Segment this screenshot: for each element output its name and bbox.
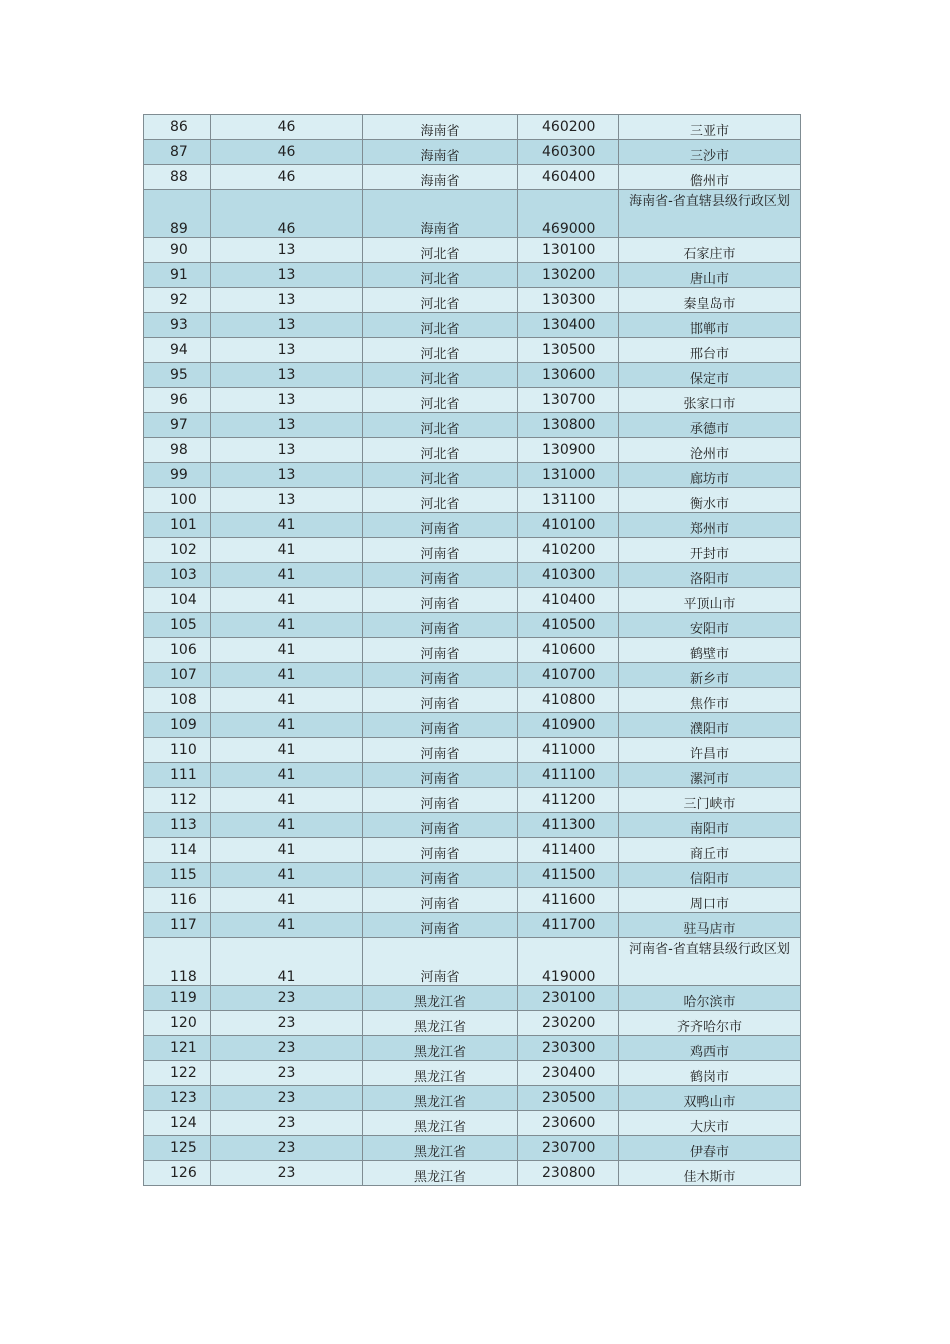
row-index-cell: 95 [144,363,211,388]
row-index-cell: 93 [144,313,211,338]
province-name-cell: 河南省 [363,563,518,588]
province-name-cell: 海南省 [363,140,518,165]
province-name-cell: 河北省 [363,238,518,263]
table-row [144,363,801,388]
province-name-cell: 河北省 [363,363,518,388]
city-name-cell: 佳木斯市 [619,1161,801,1186]
province-name-cell: 河北省 [363,388,518,413]
row-index-cell: 111 [144,763,211,788]
province-code-cell: 41 [211,663,363,688]
province-code-cell: 13 [211,438,363,463]
city-name-cell: 开封市 [619,538,801,563]
row-index-cell: 88 [144,165,211,190]
row-index-cell: 102 [144,538,211,563]
city-name-cell: 鸡西市 [619,1036,801,1061]
city-code-cell: 460300 [518,140,619,165]
province-code-cell: 41 [211,863,363,888]
province-code-cell: 13 [211,413,363,438]
province-name-cell: 黑龙江省 [363,1036,518,1061]
city-name-cell: 石家庄市 [619,238,801,263]
province-name-cell: 海南省 [363,115,518,140]
row-index-cell: 117 [144,913,211,938]
table-row [144,438,801,463]
province-code-cell: 41 [211,813,363,838]
province-code-cell: 23 [211,1161,363,1186]
row-index-cell: 120 [144,1011,211,1036]
table-row [144,338,801,363]
city-code-cell: 130100 [518,238,619,263]
city-name-cell: 承德市 [619,413,801,438]
province-name-cell: 河南省 [363,838,518,863]
province-name-cell: 河南省 [363,638,518,663]
city-name-cell: 三沙市 [619,140,801,165]
city-code-cell: 411200 [518,788,619,813]
row-index-cell: 99 [144,463,211,488]
city-code-cell: 230600 [518,1111,619,1136]
table-row [144,288,801,313]
region-code-table [143,114,801,1186]
province-name-cell: 海南省 [363,190,518,238]
city-name-cell: 邯郸市 [619,313,801,338]
city-name-cell: 郑州市 [619,513,801,538]
city-name-cell: 伊春市 [619,1136,801,1161]
table-row [144,638,801,663]
table-row [144,538,801,563]
province-code-cell: 13 [211,288,363,313]
city-name-cell: 驻马店市 [619,913,801,938]
province-name-cell: 河南省 [363,888,518,913]
table-row [144,588,801,613]
province-code-cell: 46 [211,190,363,238]
city-code-cell: 230200 [518,1011,619,1036]
city-name-cell: 廊坊市 [619,463,801,488]
row-index-cell: 122 [144,1061,211,1086]
province-code-cell: 41 [211,513,363,538]
table-row [144,986,801,1011]
city-code-cell: 130800 [518,413,619,438]
province-name-cell: 黑龙江省 [363,1136,518,1161]
city-name-cell: 衡水市 [619,488,801,513]
city-code-cell: 130500 [518,338,619,363]
city-code-cell: 230700 [518,1136,619,1161]
province-name-cell: 河南省 [363,938,518,986]
province-name-cell: 河南省 [363,813,518,838]
province-name-cell: 河南省 [363,738,518,763]
table-row [144,413,801,438]
row-index-cell: 97 [144,413,211,438]
city-name-cell: 张家口市 [619,388,801,413]
city-code-cell: 411100 [518,763,619,788]
province-code-cell: 13 [211,463,363,488]
table-row [144,1136,801,1161]
city-name-cell: 鹤岗市 [619,1061,801,1086]
row-index-cell: 116 [144,888,211,913]
city-code-cell: 230500 [518,1086,619,1111]
row-index-cell: 124 [144,1111,211,1136]
city-name-cell: 邢台市 [619,338,801,363]
province-name-cell: 河南省 [363,913,518,938]
province-code-cell: 41 [211,938,363,986]
row-index-cell: 118 [144,938,211,986]
table-row [144,388,801,413]
row-index-cell: 107 [144,663,211,688]
city-code-cell: 410700 [518,663,619,688]
table-row [144,713,801,738]
province-code-cell: 13 [211,338,363,363]
city-code-cell: 230300 [518,1036,619,1061]
row-index-cell: 119 [144,986,211,1011]
city-code-cell: 410600 [518,638,619,663]
province-code-cell: 13 [211,313,363,338]
city-code-cell: 410100 [518,513,619,538]
province-name-cell: 河南省 [363,663,518,688]
province-code-cell: 23 [211,1086,363,1111]
province-code-cell: 23 [211,1061,363,1086]
table-row [144,1086,801,1111]
row-index-cell: 86 [144,115,211,140]
row-index-cell: 87 [144,140,211,165]
province-code-cell: 41 [211,838,363,863]
row-index-cell: 94 [144,338,211,363]
province-name-cell: 河南省 [363,588,518,613]
province-name-cell: 河南省 [363,538,518,563]
row-index-cell: 90 [144,238,211,263]
city-name-cell: 三亚市 [619,115,801,140]
city-code-cell: 130700 [518,388,619,413]
city-code-cell: 131100 [518,488,619,513]
row-index-cell: 126 [144,1161,211,1186]
row-index-cell: 89 [144,190,211,238]
province-name-cell: 河南省 [363,788,518,813]
table-row [144,1161,801,1186]
city-name-cell: 漯河市 [619,763,801,788]
province-code-cell: 13 [211,488,363,513]
row-index-cell: 125 [144,1136,211,1161]
province-code-cell: 41 [211,613,363,638]
city-name-cell: 商丘市 [619,838,801,863]
city-code-cell: 460400 [518,165,619,190]
row-index-cell: 91 [144,263,211,288]
city-code-cell: 130400 [518,313,619,338]
province-code-cell: 23 [211,1036,363,1061]
city-code-cell: 130200 [518,263,619,288]
province-code-cell: 41 [211,538,363,563]
province-code-cell: 13 [211,238,363,263]
province-code-cell: 23 [211,1111,363,1136]
province-name-cell: 黑龙江省 [363,1061,518,1086]
province-name-cell: 黑龙江省 [363,986,518,1011]
city-code-cell: 130900 [518,438,619,463]
province-code-cell: 46 [211,115,363,140]
province-name-cell: 河北省 [363,263,518,288]
province-code-cell: 46 [211,140,363,165]
city-name-cell: 濮阳市 [619,713,801,738]
city-code-cell: 230800 [518,1161,619,1186]
city-code-cell: 410900 [518,713,619,738]
table-row [144,888,801,913]
row-index-cell: 105 [144,613,211,638]
city-name-cell: 唐山市 [619,263,801,288]
province-name-cell: 黑龙江省 [363,1011,518,1036]
table-row [144,813,801,838]
city-code-cell: 131000 [518,463,619,488]
table-row [144,938,801,986]
city-code-cell: 410500 [518,613,619,638]
table-row [144,913,801,938]
city-name-cell: 保定市 [619,363,801,388]
province-code-cell: 41 [211,763,363,788]
table-row [144,613,801,638]
city-name-cell: 洛阳市 [619,563,801,588]
row-index-cell: 101 [144,513,211,538]
province-name-cell: 河南省 [363,613,518,638]
table-row [144,688,801,713]
row-index-cell: 106 [144,638,211,663]
table-row [144,663,801,688]
city-name-cell: 儋州市 [619,165,801,190]
row-index-cell: 112 [144,788,211,813]
province-name-cell: 黑龙江省 [363,1086,518,1111]
city-name-cell: 安阳市 [619,613,801,638]
city-name-cell: 新乡市 [619,663,801,688]
province-code-cell: 41 [211,713,363,738]
province-name-cell: 河南省 [363,713,518,738]
city-code-cell: 411500 [518,863,619,888]
city-name-cell: 三门峡市 [619,788,801,813]
province-code-cell: 13 [211,263,363,288]
table-row [144,463,801,488]
city-name-cell: 秦皇岛市 [619,288,801,313]
city-name-cell: 大庆市 [619,1111,801,1136]
row-index-cell: 110 [144,738,211,763]
table-row [144,1036,801,1061]
city-code-cell: 410200 [518,538,619,563]
row-index-cell: 115 [144,863,211,888]
table-row [144,738,801,763]
province-name-cell: 河北省 [363,313,518,338]
table-row [144,115,801,140]
table-row [144,1011,801,1036]
table-row [144,165,801,190]
province-name-cell: 海南省 [363,165,518,190]
table-row [144,190,801,238]
city-name-cell: 南阳市 [619,813,801,838]
table-row [144,763,801,788]
city-name-cell: 周口市 [619,888,801,913]
city-code-cell: 419000 [518,938,619,986]
table-row [144,238,801,263]
province-code-cell: 23 [211,1011,363,1036]
table-row [144,313,801,338]
city-code-cell: 411000 [518,738,619,763]
province-code-cell: 23 [211,1136,363,1161]
table-row [144,513,801,538]
province-code-cell: 41 [211,563,363,588]
table-body [144,115,801,1186]
province-code-cell: 41 [211,638,363,663]
city-code-cell: 230100 [518,986,619,1011]
province-name-cell: 河南省 [363,688,518,713]
row-index-cell: 103 [144,563,211,588]
city-code-cell: 411600 [518,888,619,913]
province-name-cell: 河南省 [363,863,518,888]
table-row [144,838,801,863]
province-name-cell: 河南省 [363,763,518,788]
province-code-cell: 23 [211,986,363,1011]
province-code-cell: 41 [211,913,363,938]
province-name-cell: 河南省 [363,513,518,538]
row-index-cell: 98 [144,438,211,463]
row-index-cell: 121 [144,1036,211,1061]
table-row [144,563,801,588]
province-code-cell: 41 [211,738,363,763]
province-name-cell: 河北省 [363,438,518,463]
city-code-cell: 410800 [518,688,619,713]
city-name-cell: 信阳市 [619,863,801,888]
province-code-cell: 41 [211,588,363,613]
province-name-cell: 黑龙江省 [363,1111,518,1136]
city-name-cell: 许昌市 [619,738,801,763]
row-index-cell: 96 [144,388,211,413]
table-row [144,863,801,888]
city-name-cell: 焦作市 [619,688,801,713]
province-code-cell: 41 [211,788,363,813]
city-name-cell: 河南省-省直辖县级行政区划 [619,938,801,986]
row-index-cell: 113 [144,813,211,838]
province-code-cell: 13 [211,388,363,413]
province-code-cell: 41 [211,888,363,913]
row-index-cell: 104 [144,588,211,613]
province-name-cell: 河北省 [363,413,518,438]
city-name-cell: 平顶山市 [619,588,801,613]
city-code-cell: 130300 [518,288,619,313]
table-row [144,788,801,813]
province-name-cell: 黑龙江省 [363,1161,518,1186]
city-code-cell: 410300 [518,563,619,588]
city-name-cell: 海南省-省直辖县级行政区划 [619,190,801,238]
province-name-cell: 河北省 [363,463,518,488]
province-name-cell: 河北省 [363,338,518,363]
row-index-cell: 123 [144,1086,211,1111]
city-code-cell: 411400 [518,838,619,863]
row-index-cell: 114 [144,838,211,863]
table-row [144,263,801,288]
city-name-cell: 沧州市 [619,438,801,463]
city-code-cell: 460200 [518,115,619,140]
city-name-cell: 齐齐哈尔市 [619,1011,801,1036]
table-row [144,488,801,513]
city-code-cell: 410400 [518,588,619,613]
city-name-cell: 哈尔滨市 [619,986,801,1011]
province-name-cell: 河北省 [363,488,518,513]
city-name-cell: 双鸭山市 [619,1086,801,1111]
city-code-cell: 411700 [518,913,619,938]
table-row [144,1061,801,1086]
city-name-cell: 鹤壁市 [619,638,801,663]
city-code-cell: 230400 [518,1061,619,1086]
city-code-cell: 411300 [518,813,619,838]
province-code-cell: 13 [211,363,363,388]
row-index-cell: 109 [144,713,211,738]
table-row [144,1111,801,1136]
row-index-cell: 100 [144,488,211,513]
province-code-cell: 46 [211,165,363,190]
city-code-cell: 469000 [518,190,619,238]
row-index-cell: 92 [144,288,211,313]
row-index-cell: 108 [144,688,211,713]
province-code-cell: 41 [211,688,363,713]
province-name-cell: 河北省 [363,288,518,313]
city-code-cell: 130600 [518,363,619,388]
table-row [144,140,801,165]
